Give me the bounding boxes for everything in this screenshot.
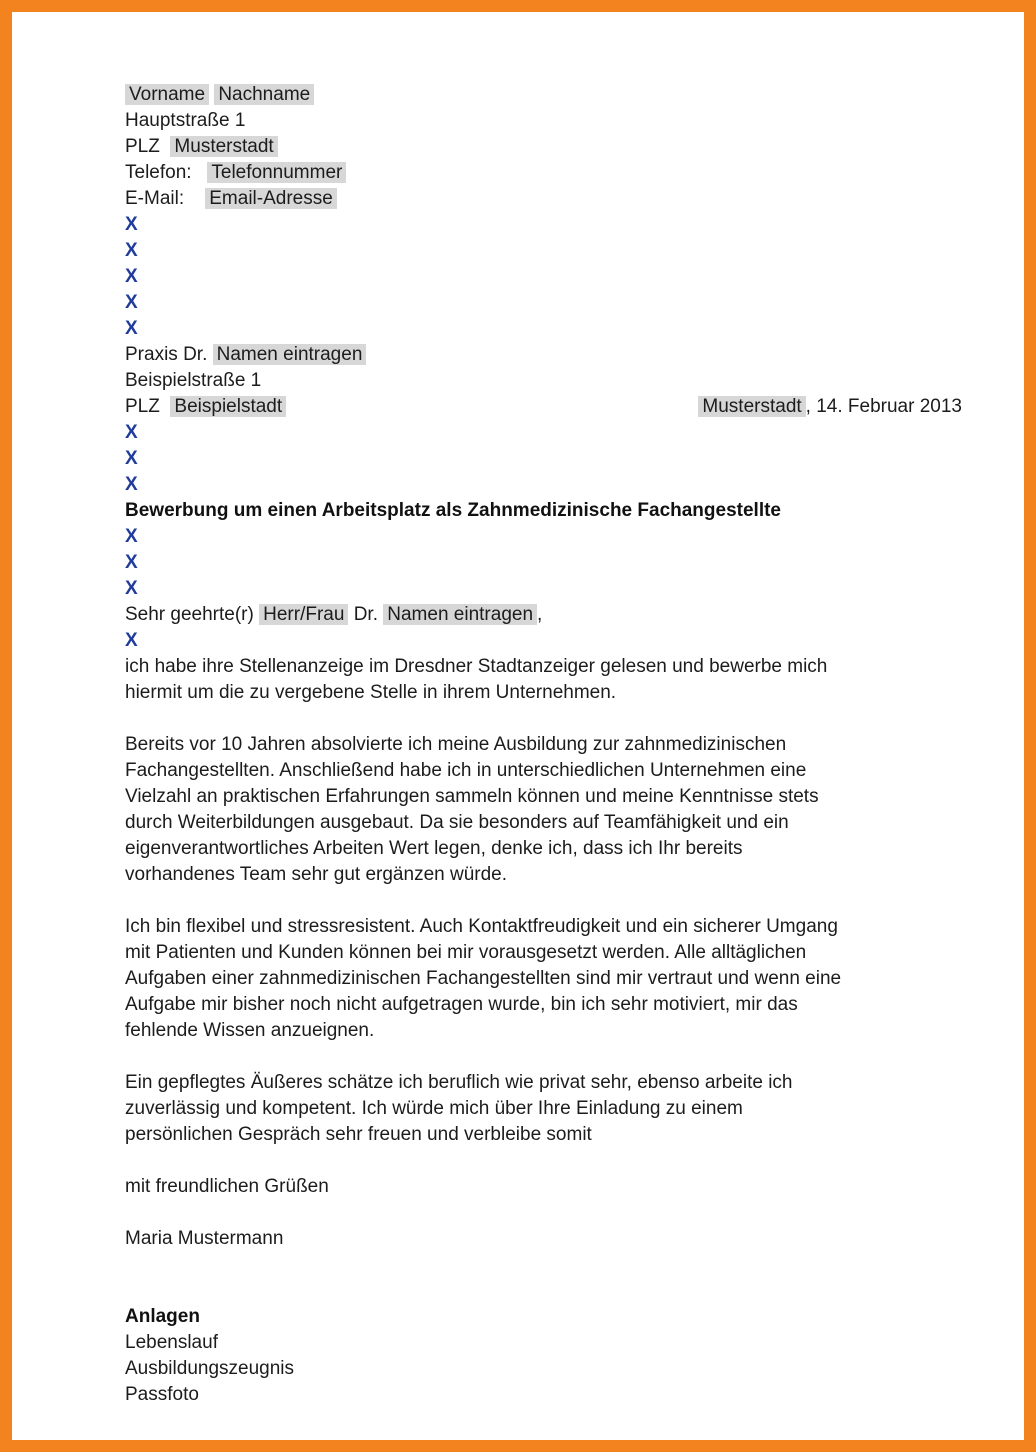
placeholder-field: Musterstadt <box>698 396 805 417</box>
text-segment: Anlagen <box>125 1306 200 1327</box>
date-line <box>698 394 962 420</box>
text-segment: Dr. <box>348 604 384 625</box>
sender-street-line <box>125 108 962 134</box>
body-paragraph-4 <box>125 1070 962 1148</box>
text-segment: , <box>537 604 543 625</box>
placeholder-x-line: X <box>125 526 138 547</box>
paragraph-line: Fachangestellten. Anschließend habe ich in unterschiedlichen Unternehmen eine <box>125 760 807 781</box>
letter-content <box>12 12 1024 1408</box>
blank-line <box>125 1200 962 1226</box>
paragraph-line: ich habe ihre Stellenanzeige im Dresdner Stadtanzeiger gelesen und bewerbe mich <box>125 656 828 677</box>
sender-city-line <box>125 134 962 160</box>
recipient-street-line <box>125 368 962 394</box>
paragraph-line: Aufgabe mir bisher noch nicht aufgetragen wurde, bin ich sehr motiviert, mir das <box>125 994 798 1015</box>
placeholder-x-line: X <box>125 448 138 469</box>
text-segment <box>160 136 171 157</box>
paragraph-line: persönlichen Gespräch sehr freuen und verbleibe somit <box>125 1124 592 1145</box>
paragraph-line: Ich bin flexibel und stressresistent. Auch Kontaktfreudigkeit und ein sicherer Umgang <box>125 916 838 937</box>
placeholder-field: Email-Adresse <box>205 188 337 209</box>
body-paragraph-1 <box>125 654 962 706</box>
paragraph-line: Ein gepflegtes Äußeres schätze ich beruflich wie privat sehr, ebenso arbeite ich <box>125 1072 793 1093</box>
placeholder-x-line: X <box>125 578 138 599</box>
text-segment: Maria Mustermann <box>125 1228 284 1249</box>
text-segment <box>184 188 205 209</box>
text-segment: Sehr geehrte(r) <box>125 604 260 625</box>
text-segment: Ausbildungszeugnis <box>125 1358 295 1379</box>
paragraph-line: hiermit um die zu vergebene Stelle in ihrem Unternehmen. <box>125 682 617 703</box>
paragraph-line: durch Weiterbildungen ausgebaut. Da sie besonders auf Teamfähigkeit und ein <box>125 812 789 833</box>
paragraph-line: vorhandenes Team sehr gut ergänzen würde. <box>125 864 508 885</box>
body-paragraph-3 <box>125 914 962 1044</box>
placeholder-field: Namen eintragen <box>383 604 537 625</box>
line-left <box>125 394 286 420</box>
placeholder-x-line: X <box>125 214 138 235</box>
sender-phone-line <box>125 160 962 186</box>
text-segment: E-Mail: <box>125 188 185 209</box>
placeholder-x-line: X <box>125 422 138 443</box>
placeholder-x-line: X <box>125 474 138 495</box>
blank-line <box>125 1278 962 1304</box>
placeholder-x-line: X <box>125 292 138 313</box>
text-segment: Beispielstraße 1 <box>125 370 262 391</box>
text-segment: Telefon: <box>125 162 192 183</box>
attachment-item-passfoto <box>125 1382 962 1408</box>
paragraph-line: eigenverantwortliches Arbeiten Wert legen, denke ich, dass ich Ihr bereits <box>125 838 743 859</box>
placeholder-field: Vorname <box>125 84 209 105</box>
text-segment <box>160 396 171 417</box>
placeholder-x-line: X <box>125 266 138 287</box>
signature-name-line <box>125 1226 962 1252</box>
paragraph-line: Aufgaben einer zahnmedizinischen Fachangestellten sind mir vertraut und wenn eine <box>125 968 842 989</box>
text-segment: Passfoto <box>125 1384 199 1405</box>
blank-line <box>125 1148 962 1174</box>
sender-email-line <box>125 186 962 212</box>
placeholder-field: Namen eintragen <box>213 344 367 365</box>
paragraph-line: Bereits vor 10 Jahren absolvierte ich meine Ausbildung zur zahnmedizinischen <box>125 734 787 755</box>
attachment-item-ausbildungszeugnis <box>125 1356 962 1382</box>
text-segment <box>192 162 208 183</box>
placeholder-field: Herr/Frau <box>259 604 348 625</box>
placeholder-x-line: X <box>125 240 138 261</box>
subject-line <box>125 498 962 524</box>
placeholder-field: Beispielstadt <box>170 396 286 417</box>
placeholder-x-line: X <box>125 552 138 573</box>
text-segment: mit freundlichen Grüßen <box>125 1176 329 1197</box>
blank-line <box>125 1252 962 1278</box>
blank-line <box>125 1044 962 1070</box>
blank-line <box>125 706 962 732</box>
text-segment: PLZ <box>125 136 160 157</box>
text-segment: , 14. Februar 2013 <box>805 396 962 417</box>
sender-name-line <box>125 82 962 108</box>
paragraph-line: Vielzahl an praktischen Erfahrungen sammeln können und meine Kenntnisse stets <box>125 786 819 807</box>
recipient-city-date-line <box>125 394 962 420</box>
placeholder-x-line: X <box>125 318 138 339</box>
blank-line <box>125 888 962 914</box>
text-segment: Lebenslauf <box>125 1332 218 1353</box>
attachment-item-lebenslauf <box>125 1330 962 1356</box>
paragraph-line: mit Patienten und Kunden können bei mir vorausgesetzt werden. Alle alltäglichen <box>125 942 807 963</box>
text-segment: Praxis Dr. <box>125 344 213 365</box>
text-segment: PLZ <box>125 396 160 417</box>
attachments-heading <box>125 1304 962 1330</box>
recipient-practice-line <box>125 342 962 368</box>
closing-line <box>125 1174 962 1200</box>
paragraph-line: zuverlässig und kompetent. Ich würde mich über Ihre Einladung zu einem <box>125 1098 743 1119</box>
placeholder-field: Musterstadt <box>170 136 277 157</box>
placeholder-field: Telefonnummer <box>207 162 346 183</box>
text-segment: Hauptstraße 1 <box>125 110 246 131</box>
placeholder-field: Nachname <box>214 84 314 105</box>
text-segment: Bewerbung um einen Arbeitsplatz als Zahnmedizinische Fachangestellte <box>125 500 782 521</box>
placeholder-x-line: X <box>125 630 138 651</box>
salutation-line <box>125 602 962 628</box>
body-paragraph-2 <box>125 732 962 888</box>
paragraph-line: fehlende Wissen anzueignen. <box>125 1020 375 1041</box>
